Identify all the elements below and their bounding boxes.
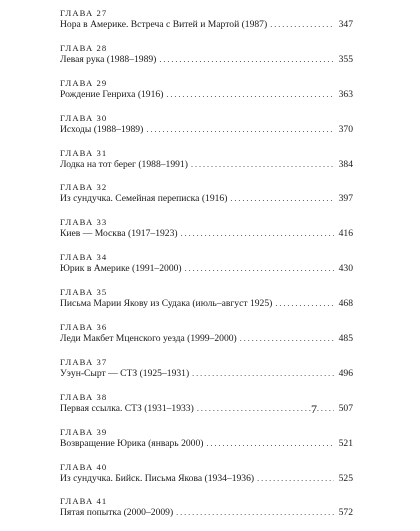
- chapter-heading: ГЛАВА 31: [60, 147, 108, 158]
- chapter-heading: ГЛАВА 41: [60, 496, 108, 507]
- chapter-title: Из сундучка. Бийск. Письма Якова (1934–1936): [60, 472, 255, 484]
- toc-line: [60, 333, 353, 345]
- toc-entry: [60, 8, 353, 43]
- toc-entry: [60, 113, 353, 148]
- toc-line: [60, 124, 353, 136]
- chapter-page-number: 430: [338, 263, 353, 275]
- toc-line: [60, 193, 353, 205]
- dot-leader: [159, 54, 334, 66]
- dot-leader: [191, 159, 334, 171]
- chapter-heading: ГЛАВА 35: [60, 287, 108, 298]
- toc-entry: [60, 148, 353, 183]
- dot-leader: [275, 298, 334, 310]
- chapter-title: Исходы (1988–1989): [60, 123, 144, 135]
- toc-entry: [60, 287, 353, 322]
- chapter-title: Рождение Генриха (1916): [60, 88, 164, 100]
- chapter-heading: ГЛАВА 39: [60, 426, 108, 437]
- toc-entry: [60, 217, 353, 252]
- toc-entry: [60, 427, 353, 462]
- toc-entry: [60, 78, 353, 113]
- chapter-title: Киев — Москва (1917–1923): [60, 228, 178, 240]
- chapter-title: Уэун-Сырт — СТЗ (1925–1931): [60, 367, 190, 379]
- toc-line: [60, 298, 353, 310]
- toc-line: [60, 438, 353, 450]
- chapter-title: Нора в Америке. Встреча с Витей и Мартой (1987): [60, 19, 268, 30]
- chapter-title: Возвращение Юрика (январь 2000): [60, 437, 204, 449]
- chapter-heading: ГЛАВА 36: [60, 322, 108, 333]
- dot-leader: [270, 19, 334, 31]
- chapter-page-number: 416: [338, 228, 353, 240]
- chapter-page-number: 397: [338, 193, 353, 205]
- toc-line: [60, 19, 353, 31]
- chapter-title: Леди Макбет Мценского уезда (1999–2000): [60, 333, 237, 345]
- dot-leader: [230, 193, 334, 205]
- toc-line: [60, 228, 353, 240]
- chapter-heading: ГЛАВА 28: [60, 42, 108, 53]
- chapter-heading: ГЛАВА 29: [60, 77, 108, 88]
- dot-leader: [166, 89, 334, 101]
- dot-leader: [181, 228, 334, 240]
- chapter-page-number: 347: [338, 19, 353, 30]
- chapter-heading: ГЛАВА 37: [60, 356, 108, 367]
- toc-line: [60, 89, 353, 101]
- dot-leader: [257, 473, 334, 485]
- chapter-title: Первая ссылка. СТЗ (1931–1933): [60, 402, 194, 414]
- chapter-heading: ГЛАВА 32: [60, 182, 108, 193]
- dot-leader: [176, 507, 334, 519]
- chapter-page-number: 572: [338, 507, 353, 519]
- chapter-heading: ГЛАВА 40: [60, 461, 108, 472]
- chapter-title: Пятая попытка (2000–2009): [60, 507, 174, 519]
- toc-entry: [60, 392, 353, 427]
- table-of-contents: [60, 8, 353, 531]
- toc-entry: [60, 462, 353, 497]
- chapter-page-number: 485: [338, 333, 353, 345]
- toc-entry: [60, 357, 353, 392]
- chapter-page-number: 355: [338, 53, 353, 65]
- toc-line: [60, 263, 353, 275]
- chapter-heading: ГЛАВА 33: [60, 217, 108, 228]
- dot-leader: [192, 368, 334, 380]
- page-number: 7: [311, 402, 317, 416]
- chapter-page-number: 384: [338, 158, 353, 170]
- toc-entry: [60, 43, 353, 78]
- chapter-page-number: 363: [338, 88, 353, 100]
- chapter-page-number: 521: [338, 437, 353, 449]
- chapter-title: Лодка на тот берег (1988–1991): [60, 158, 188, 170]
- toc-entry: [60, 252, 353, 287]
- toc-line: [60, 473, 353, 485]
- chapter-page-number: 496: [338, 367, 353, 379]
- chapter-page-number: 525: [338, 472, 353, 484]
- chapter-page-number: 370: [338, 123, 353, 135]
- chapter-heading: ГЛАВА 34: [60, 252, 108, 263]
- chapter-title: Из сундучка. Семейная переписка (1916): [60, 193, 228, 205]
- chapter-title: Письма Марии Якову из Судака (июль–август 1925): [60, 298, 273, 310]
- dot-leader: [185, 263, 334, 275]
- chapter-heading: ГЛАВА 27: [60, 8, 108, 18]
- toc-entry: [60, 182, 353, 217]
- toc-line: [60, 507, 353, 519]
- chapter-page-number: 507: [338, 402, 353, 414]
- toc-entry: [60, 322, 353, 357]
- dot-leader: [146, 124, 334, 136]
- chapter-heading: ГЛАВА 30: [60, 112, 108, 123]
- toc-line: [60, 368, 353, 380]
- dot-leader: [240, 333, 334, 345]
- dot-leader: [206, 438, 334, 450]
- toc-entry: [60, 496, 353, 531]
- chapter-title: Левая рука (1988–1989): [60, 53, 157, 65]
- toc-line: [60, 403, 353, 415]
- chapter-title: Юрик в Америке (1991–2000): [60, 263, 182, 275]
- toc-line: [60, 54, 353, 66]
- chapter-page-number: 468: [338, 298, 353, 310]
- chapter-heading: ГЛАВА 38: [60, 391, 108, 402]
- toc-line: [60, 159, 353, 171]
